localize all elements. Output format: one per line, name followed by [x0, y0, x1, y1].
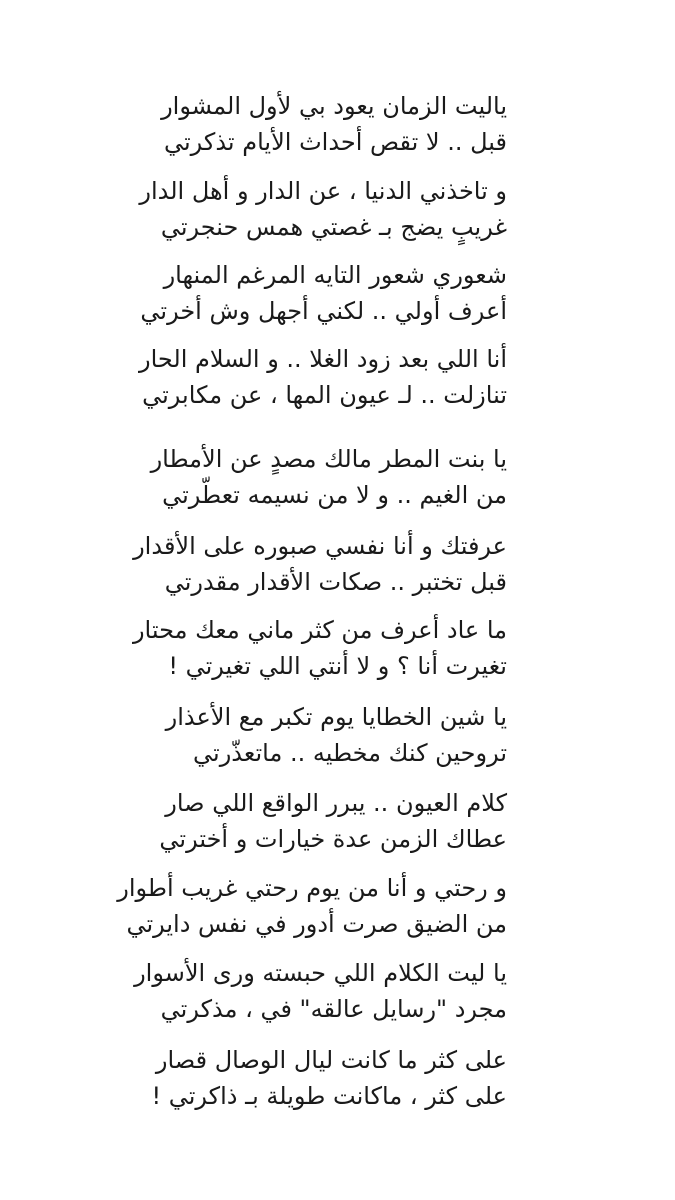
verse-line: عطاك الزمن عدة خيارات و أخترتي — [159, 825, 507, 853]
verse-line: كلام العيون .. يبرر الواقع اللي صار — [165, 789, 507, 817]
stanza-12 — [151, 1042, 507, 1114]
verse-line: على كثر ما كانت ليال الوصال قصار — [155, 1046, 507, 1074]
stanza-6 — [133, 528, 507, 600]
stanza-1 — [161, 88, 507, 160]
stanza-5 — [150, 441, 507, 513]
verse-line: من الغيم .. و لا من نسيمه تعطّرتي — [162, 481, 507, 509]
verse-line: قبل تختبر .. صكات الأقدار مقدرتي — [164, 568, 507, 596]
verse-line: أعرف أولي .. لكني أجهل وش أخرتي — [140, 297, 507, 325]
verse-line: و تاخذني الدنيا ، عن الدار و أهل الدار — [139, 177, 507, 205]
verse-line: غريبٍ يضج بـ غصتي همس حنجرتي — [160, 213, 507, 241]
verse-line: يا بنت المطر مالك مصدٍ عن الأمطار — [150, 445, 507, 473]
verse-line: تنازلت .. لـ عيون المها ، عن مكابرتي — [142, 381, 507, 409]
verse-line: من الضيق صرت أدور في نفس دايرتي — [126, 910, 507, 938]
verse-line: أنا اللي بعد زود الغلا .. و السلام الحار — [138, 345, 507, 373]
stanza-8 — [167, 699, 507, 771]
stanza-4 — [138, 341, 507, 413]
verse-line: قبل .. لا تقص أحداث الأيام تذكرتي — [163, 128, 507, 156]
verse-line: يا ليت الكلام اللي حبسته ورى الأسوار — [134, 959, 507, 987]
verse-line: يا شين الخطايا يوم تكبر مع الأعذار — [165, 703, 507, 731]
verse-line: ياليت الزمان يعود بي لأول المشوار — [161, 92, 507, 120]
stanza-3 — [140, 257, 507, 329]
verse-line: شعوري شعور التايه المرغم المنهار — [163, 261, 507, 289]
verse-line: على كثر ، ماكانت طويلة بـ ذاكرتي ! — [151, 1082, 507, 1110]
verse-line: عرفتك و أنا نفسي صبوره على الأقدار — [133, 532, 507, 560]
verse-line: تروحين كنك مخطيه .. ماتعذّرتي — [193, 739, 507, 767]
verse-line: تغيرت أنا ؟ و لا أنتي اللي تغيرتي ! — [168, 652, 507, 680]
stanza-11 — [134, 955, 507, 1027]
stanza-10 — [117, 870, 507, 942]
stanza-7 — [132, 612, 507, 684]
verse-line: و رحتي و أنا من يوم رحتي غريب أطوار — [117, 874, 507, 902]
verse-line: مجرد "رسايل عالقه" في ، مذكرتي — [160, 995, 507, 1023]
stanza-9 — [159, 785, 507, 857]
stanza-2 — [139, 173, 507, 245]
verse-line: ما عاد أعرف من كثر ماني معك محتار — [132, 616, 507, 644]
